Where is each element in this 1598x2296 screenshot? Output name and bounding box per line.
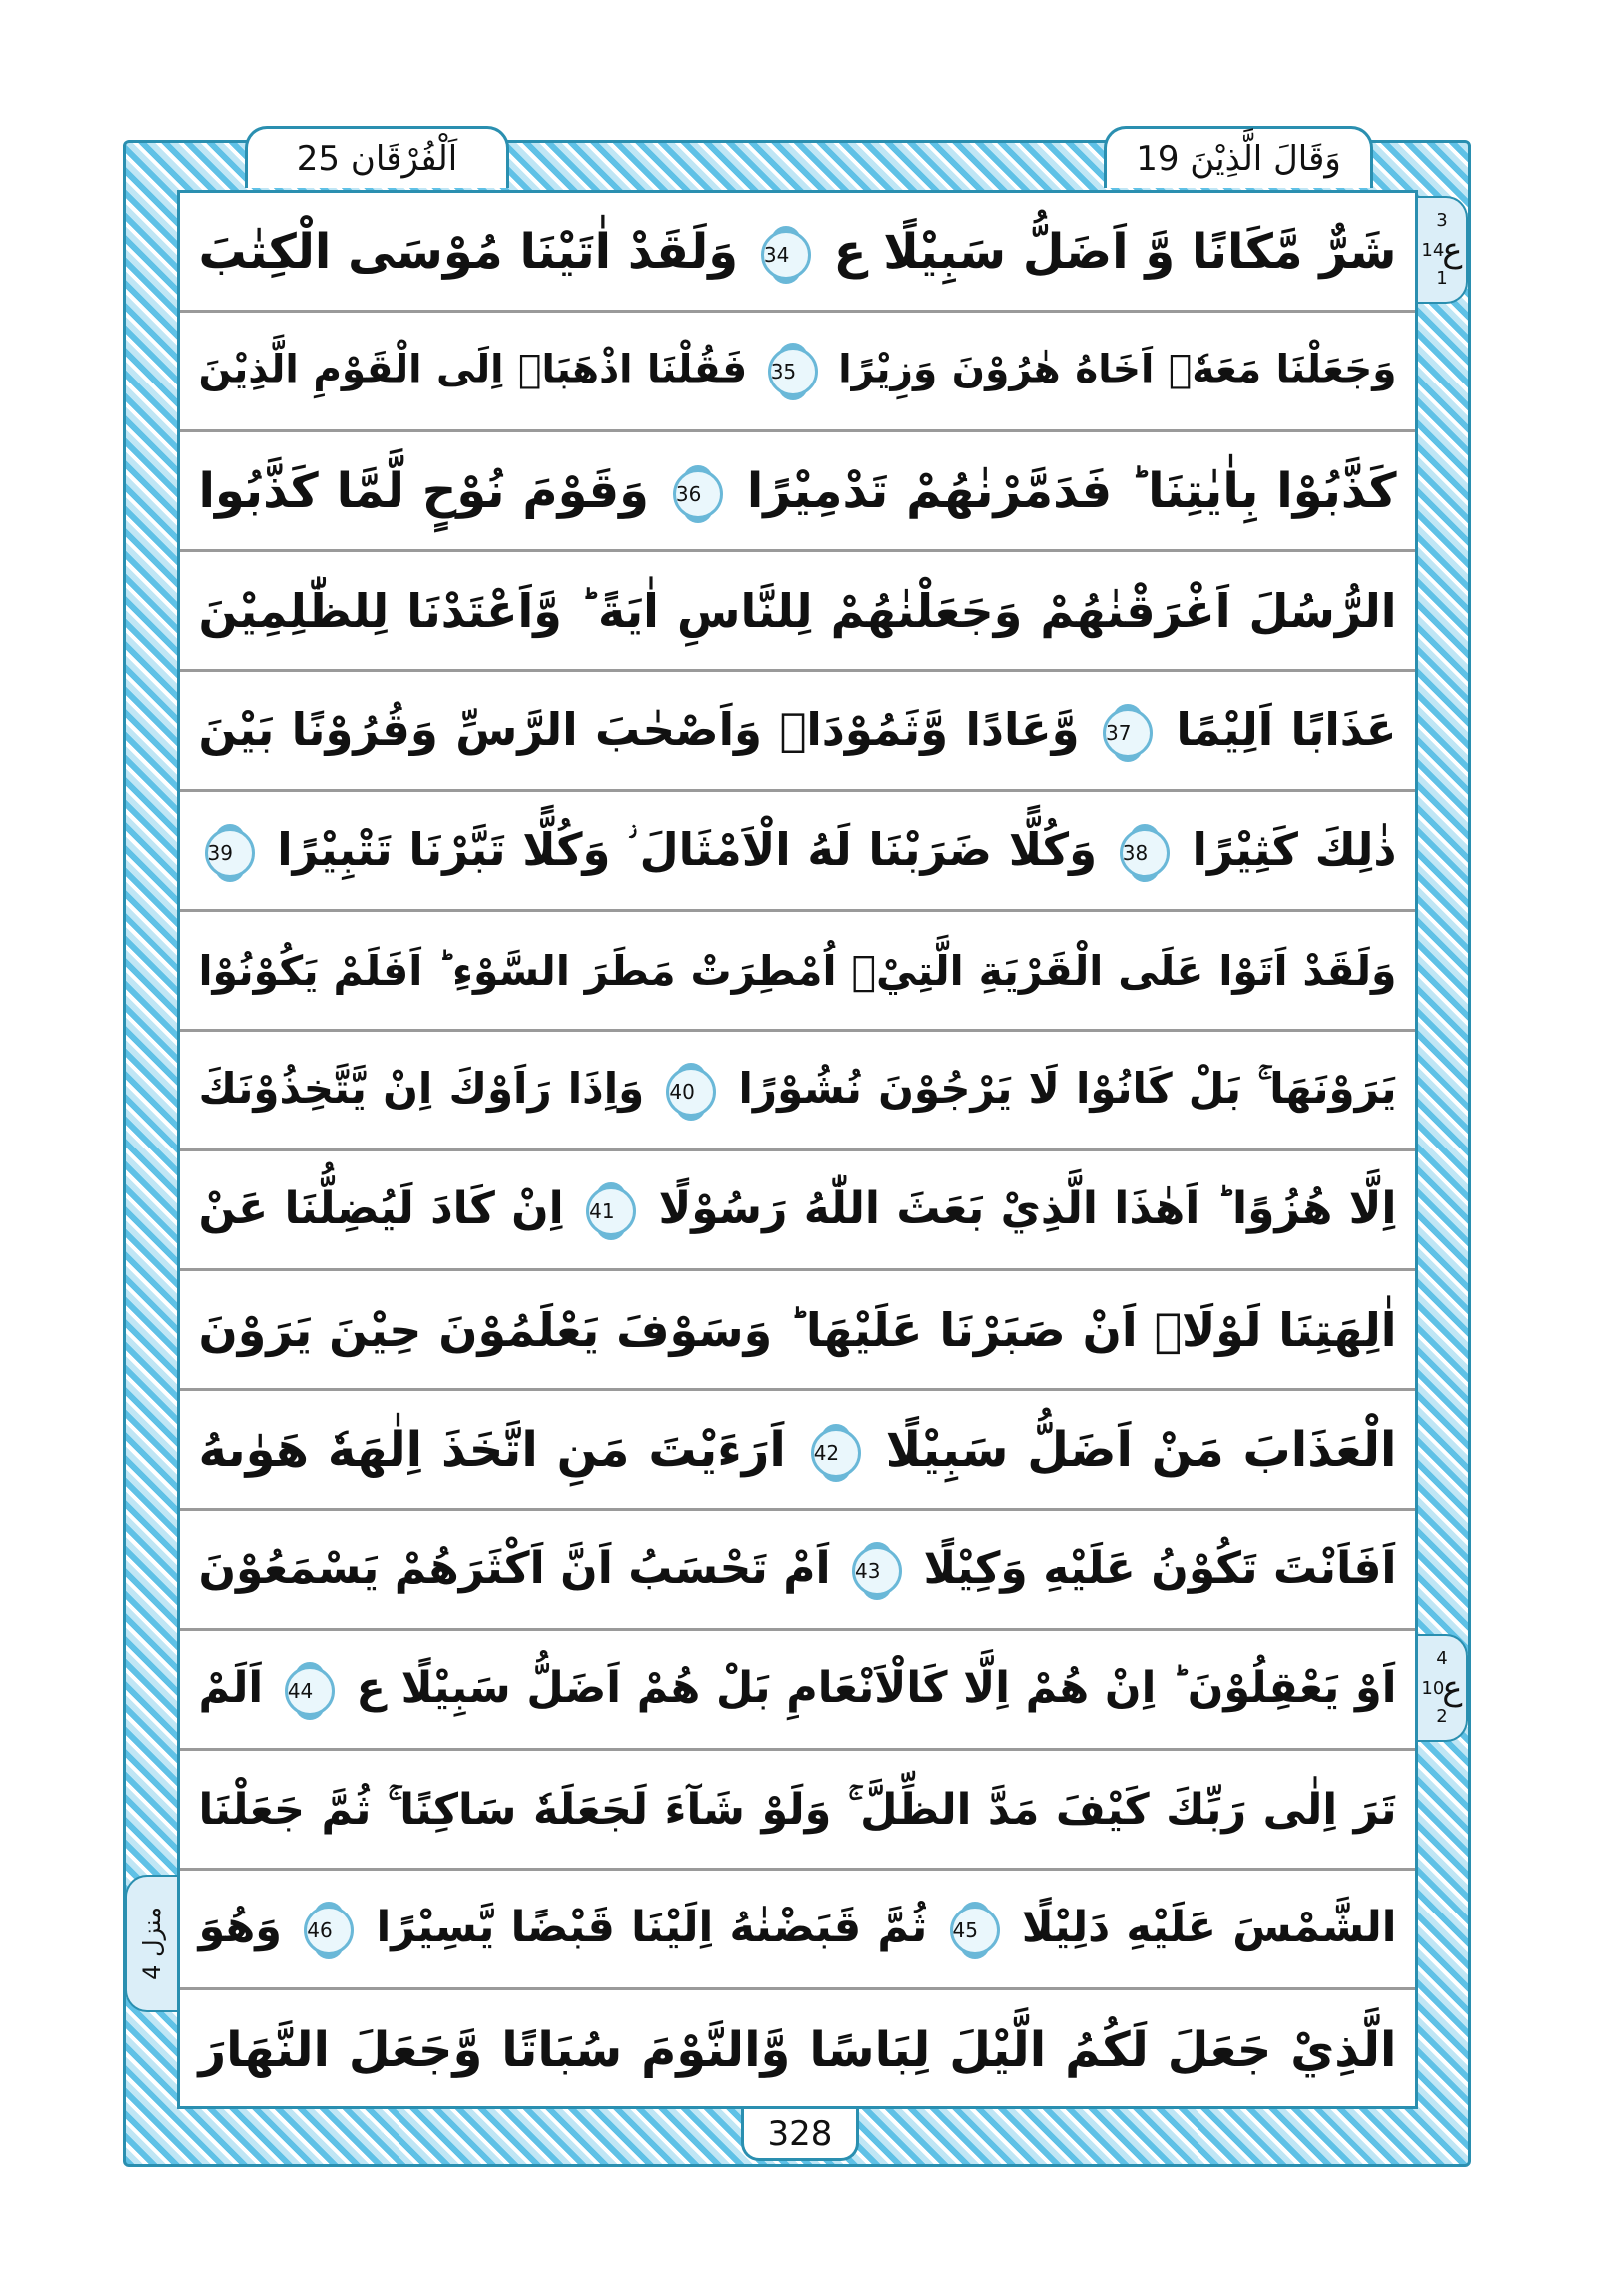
line-text-segment: وَاِذَا رَاَوْكَ اِنْ يَّتَّخِذُوْنَكَ xyxy=(198,1064,645,1114)
line-text xyxy=(199,703,1397,758)
manzil-marker xyxy=(125,1875,177,2012)
ayah-number-marker: 44 xyxy=(285,1666,335,1716)
line-text-segment: اَفَاَنْتَ تَكُوْنُ عَلَيْهِ وَكِيْلًا xyxy=(923,1543,1397,1594)
line-text-segment: الشَّمْسَ عَلَيْهِ دَلِيْلًا xyxy=(1021,1903,1397,1953)
line-text-segment: اِلَّا هُزُوًا ؕ اَهٰذَا الَّذِيْ بَعَثَ اللّٰهُ رَسُوْلًا xyxy=(658,1183,1397,1234)
ayah-number-marker: 39 xyxy=(205,828,255,878)
line-text xyxy=(199,2022,1397,2078)
line-text-segment: شَرٌّ مَّكَانًا وَّ اَضَلُّ سَبِيْلًا ع xyxy=(833,223,1397,280)
line-text xyxy=(199,1422,1397,1478)
text-line xyxy=(180,1631,1415,1751)
page-number-box xyxy=(741,2109,859,2161)
line-text-segment: تَرَ اِلٰى رَبِّكَ كَيْفَ مَدَّ الظِّلَّ ۚ وَلَوْ شَآءَ لَجَعَلَهٗ سَاكِنًا ۚ ثُمَّ جَعَلْنَا xyxy=(198,1784,1397,1835)
line-text xyxy=(199,1303,1397,1357)
line-text-segment: ثُمَّ قَبَضْنٰهُ اِلَيْنَا قَبْضًا يَّسِيْرًا xyxy=(376,1903,928,1953)
surah-name-label: اَلْفُرْقَان 25 xyxy=(296,138,458,179)
line-text-segment: اَمْ تَحْسَبُ اَنَّ اَكْثَرَهُمْ يَسْمَعُوْنَ xyxy=(198,1543,831,1594)
line-text xyxy=(199,1183,1397,1236)
page-number: 328 xyxy=(767,2113,833,2154)
line-text xyxy=(199,347,1397,396)
line-text xyxy=(199,823,1397,878)
line-text-segment: ذٰلِكَ كَثِيْرًا xyxy=(1192,823,1397,876)
line-text-segment: الرُّسُلَ اَغْرَقْنٰهُمْ وَجَعَلْنٰهُمْ لِلنَّاسِ اٰيَةً ؕ وَّاَعْتَدْنَا لِلظّٰلِمِيْنَ xyxy=(198,583,1397,638)
manzil-label: منزل 4 xyxy=(138,1907,166,1980)
line-text-segment: وَجَعَلْنَا مَعَهٗۤ اَخَاهُ هٰرُوْنَ وَزِيْرًا xyxy=(838,347,1397,391)
line-text xyxy=(199,1064,1397,1117)
text-line xyxy=(180,432,1415,552)
line-text-segment: وَّعَادًا وَّثَمُوْدَا۠ وَاَصْحٰبَ الرَّسِّ وَقُرُوْنًا بَيْنَ xyxy=(198,703,1080,756)
ayah-number-marker: 35 xyxy=(768,347,818,396)
ayah-number-marker: 38 xyxy=(1120,828,1170,878)
ain-icon: ع xyxy=(1442,230,1463,270)
text-area xyxy=(177,190,1418,2109)
ruku-marker-1-middle: 14 xyxy=(1421,239,1445,261)
line-text xyxy=(199,1903,1397,1955)
text-line xyxy=(180,1751,1415,1871)
line-text-segment: كَذَّبُوْا بِاٰيٰتِنَا ؕ فَدَمَّرْنٰهُمْ تَدْمِيْرًا xyxy=(746,462,1397,519)
line-text-segment: اَلَمْ xyxy=(198,1663,264,1714)
line-text xyxy=(199,224,1397,280)
line-text-segment: اَرَءَيْتَ مَنِ اتَّخَذَ اِلٰهَهٗ هَوٰىهُ xyxy=(198,1421,786,1478)
line-text xyxy=(199,463,1397,519)
text-line xyxy=(180,912,1415,1032)
ain-icon: ع xyxy=(1442,1668,1463,1708)
text-line xyxy=(180,792,1415,912)
ruku-marker-2-bottom: 2 xyxy=(1436,1706,1448,1727)
text-line xyxy=(180,1990,1415,2110)
line-text-segment: اٰلِهَتِنَا لَوْلَاۤ اَنْ صَبَرْنَا عَلَيْهَا ؕ وَسَوْفَ يَعْلَمُوْنَ حِيْنَ يَرَوْنَ xyxy=(198,1302,1397,1357)
line-text-segment: وَكُلًّا ضَرَبْنَا لَهُ الْاَمْثَالَ ؗ وَكُلًّا تَبَّرْنَا تَتْبِيْرًا xyxy=(277,823,1098,876)
text-line xyxy=(180,313,1415,432)
line-text xyxy=(199,1663,1397,1716)
ayah-number-marker: 45 xyxy=(950,1906,1000,1955)
ruku-marker-1 xyxy=(1418,196,1468,304)
line-text-segment: عَذَابًا اَلِيْمًا xyxy=(1176,703,1397,756)
text-line xyxy=(180,552,1415,672)
line-text xyxy=(199,584,1397,638)
line-text-segment: وَقَوْمَ نُوْحٍ لَّمَّا كَذَّبُوا xyxy=(198,462,649,519)
line-text xyxy=(199,1785,1397,1835)
ayah-number-marker: 37 xyxy=(1103,708,1153,758)
ayah-number-marker: 41 xyxy=(586,1186,636,1236)
ruku-marker-1-top: 3 xyxy=(1436,210,1448,231)
text-line xyxy=(180,1391,1415,1511)
line-text-segment: وَهُوَ xyxy=(198,1903,283,1953)
para-name-label: وَقَالَ الَّذِيْنَ 19 xyxy=(1136,138,1341,179)
ruku-marker-1-bottom: 1 xyxy=(1436,268,1448,289)
line-text-segment: اِنْ كَادَ لَيُضِلُّنَا عَنْ xyxy=(198,1183,564,1234)
line-text-segment: فَقُلْنَا اذْهَبَاۤ اِلَى الْقَوْمِ الَّذِيْنَ xyxy=(198,347,748,391)
ruku-marker-2-middle: 10 xyxy=(1421,1677,1445,1699)
ayah-number-marker: 46 xyxy=(304,1906,354,1955)
line-text-segment: وَلَقَدْ اٰتَيْنَا مُوْسَى الْكِتٰبَ xyxy=(198,223,739,280)
text-line xyxy=(180,1511,1415,1631)
para-name-header xyxy=(1104,126,1373,188)
text-line xyxy=(180,193,1415,313)
ayah-number-marker: 34 xyxy=(761,230,811,280)
ayah-number-marker: 42 xyxy=(811,1428,861,1478)
line-text-segment: يَرَوْنَهَا ۚ بَلْ كَانُوْا لَا يَرْجُوْنَ نُشُوْرًا xyxy=(738,1064,1397,1114)
ayah-number-marker: 43 xyxy=(852,1546,902,1596)
line-text xyxy=(199,947,1397,995)
ruku-marker-2-top: 4 xyxy=(1436,1648,1448,1669)
line-text xyxy=(199,1543,1397,1596)
ayah-number-marker: 36 xyxy=(673,469,723,519)
ayah-number-marker: 40 xyxy=(666,1067,716,1117)
text-line xyxy=(180,1871,1415,1990)
text-line xyxy=(180,1032,1415,1151)
ruku-marker-2 xyxy=(1418,1634,1468,1742)
text-line xyxy=(180,1271,1415,1391)
surah-name-header xyxy=(245,126,509,188)
line-text-segment: اَوْ يَعْقِلُوْنَ ؕ اِنْ هُمْ اِلَّا كَالْاَنْعَامِ بَلْ هُمْ اَضَلُّ سَبِيْلًا ع xyxy=(356,1663,1397,1714)
line-text-segment: الْعَذَابَ مَنْ اَضَلُّ سَبِيْلًا xyxy=(885,1421,1397,1478)
line-text-segment: وَلَقَدْ اَتَوْا عَلَى الْقَرْيَةِ الَّتِيْۤ اُمْطِرَتْ مَطَرَ السَّوْءِ ؕ اَفَلَمْ يَكُوْنُوْا xyxy=(198,946,1397,995)
text-line xyxy=(180,672,1415,792)
text-line xyxy=(180,1151,1415,1271)
line-text-segment: الَّذِيْ جَعَلَ لَكُمُ الَّيْلَ لِبَاسًا وَّالنَّوْمَ سُبَاتًا وَّجَعَلَ النَّهَارَ xyxy=(198,2022,1397,2078)
